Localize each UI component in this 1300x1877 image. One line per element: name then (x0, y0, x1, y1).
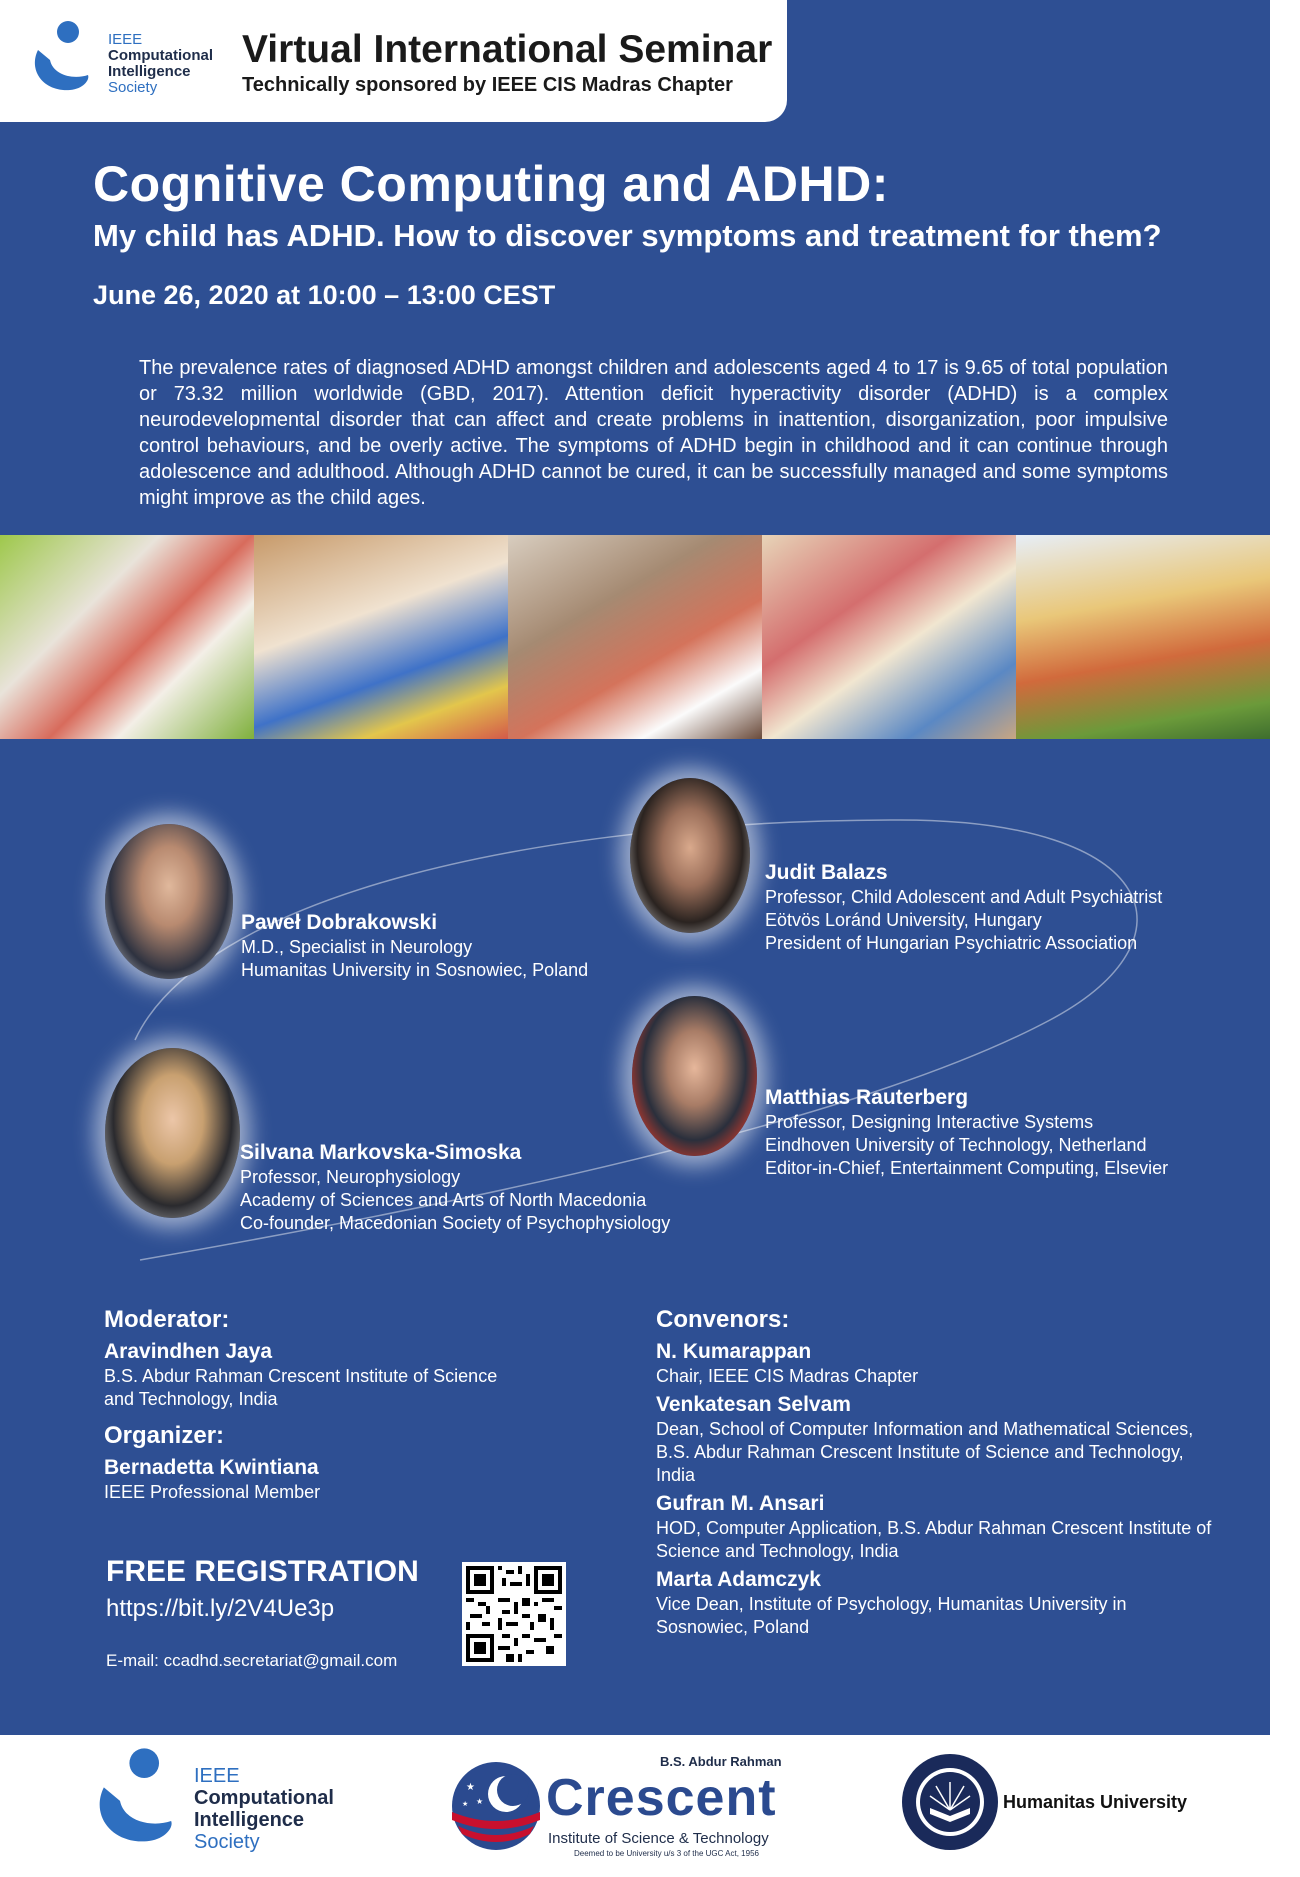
svg-text:★: ★ (476, 1797, 484, 1806)
logo-line-intelligence: Intelligence (194, 1809, 305, 1831)
portrait-judit-balazs (630, 778, 750, 933)
humanitas-name: Humanitas University (1003, 1792, 1188, 1812)
organizer-desc: IEEE Professional Member (104, 1482, 321, 1502)
logo-line-society: Society (194, 1831, 260, 1853)
speaker-detail: Co-founder, Macedonian Society of Psychophysiology (240, 1213, 671, 1233)
convenor-name: N. Kumarappan (656, 1340, 812, 1363)
event-title: Cognitive Computing and ADHD: (93, 156, 889, 212)
moderator-name: Aravindhen Jaya (104, 1340, 273, 1363)
footer-humanitas-logo (900, 1752, 1240, 1852)
speaker-detail: Professor, Neurophysiology (240, 1167, 461, 1187)
logo-line-ieee: IEEE (108, 31, 143, 48)
speaker-detail: Academy of Sciences and Arts of North Macedonia (240, 1190, 647, 1210)
event-intro: The prevalence rates of diagnosed ADHD amongst children and adolescents aged 4 to 17 is 9.65 of total population or 73.32 million worldwide (GBD, 2017). Attention deficit hyperactivity disorder (ADHD) is a complex neurodevelopmental disorder that can affect and create problems in inattention, disorganization, poor impulsive control behaviours, and be overly active. The symptoms of ADHD begin in childhood and it can continue through adolescence and adulthood. Although ADHD cannot be cured, it can be successfully managed and some symptoms might improve as the child ages. (139, 357, 1168, 509)
speaker-detail: Eindhoven University of Technology, Netherland (765, 1135, 1147, 1155)
convenor-name: Marta Adamczyk (656, 1568, 821, 1591)
portrait-matthias-rauterberg (632, 996, 757, 1156)
speaker-detail: Editor-in-Chief, Entertainment Computing, Elsevier (765, 1158, 1169, 1178)
svg-text:★: ★ (462, 1801, 469, 1808)
crescent-wordmark: Crescent (546, 1769, 777, 1827)
logo-line-computational: Computational (108, 47, 213, 64)
header-banner (0, 0, 787, 122)
organizer-name: Bernadetta Kwintiana (104, 1456, 319, 1479)
svg-text:★: ★ (466, 1782, 475, 1793)
photo-children-playing-blocks (254, 535, 508, 739)
humanitas-seal-icon (900, 1752, 1000, 1852)
convenor-desc: Vice Dean, Institute of Psychology, Humanitas University in Sosnowiec, Poland (656, 1594, 1127, 1637)
moderator-heading: Moderator: (104, 1306, 230, 1333)
convenors-block (656, 1305, 1216, 1639)
speaker-name: Paweł Dobrakowski (241, 911, 438, 934)
convenor-desc: HOD, Computer Application, B.S. Abdur Rahman Crescent Institute of Science and Technology, India (656, 1518, 1212, 1561)
logo-line-intelligence: Intelligence (108, 63, 191, 80)
crescent-deemed-text: Deemed to be University u/s 3 of the UGC Act, 1956 (574, 1849, 759, 1858)
photo-children-painting (0, 535, 254, 739)
photo-playground (1016, 535, 1270, 739)
speaker-silvana-markovska-simoska (240, 1140, 670, 1235)
event-datetime: June 26, 2020 at 10:00 – 13:00 CEST (93, 280, 556, 310)
registration-email[interactable]: E-mail: ccadhd.secretariat@gmail.com (106, 1651, 398, 1670)
photo-classroom (762, 535, 1016, 739)
ieee-cis-logo (28, 20, 228, 102)
moderator-organizer-block (104, 1305, 504, 1504)
portrait-pawel-dobrakowski (105, 824, 233, 979)
photo-children-drumming (508, 535, 762, 739)
qr-code-icon (466, 1566, 562, 1662)
speaker-detail: Eötvös Loránd University, Hungary (765, 910, 1042, 930)
footer-ieee-cis-logo (90, 1745, 355, 1855)
photo-strip (0, 535, 1270, 739)
speaker-name: Silvana Markovska-Simoska (240, 1141, 522, 1164)
ieee-cis-mark-icon (90, 1747, 185, 1852)
portrait-silvana-markovska-simoska (105, 1048, 240, 1218)
speaker-name: Judit Balazs (765, 861, 888, 884)
convenors-heading: Convenors: (656, 1306, 790, 1333)
registration-link[interactable]: https://bit.ly/2V4Ue3p (106, 1595, 335, 1622)
organizer-heading: Organizer: (104, 1422, 225, 1449)
logo-line-computational: Computational (194, 1787, 334, 1809)
moderator-desc: B.S. Abdur Rahman Crescent Institute of Science and Technology, India (104, 1366, 498, 1409)
event-subtitle: My child has ADHD. How to discover symptoms and treatment for them? (93, 218, 1162, 253)
registration-block (106, 1555, 419, 1671)
convenor-name: Venkatesan Selvam (656, 1393, 851, 1416)
convenor-desc: Chair, IEEE CIS Madras Chapter (656, 1366, 919, 1386)
logo-line-society: Society (108, 79, 158, 96)
convenor-name: Gufran M. Ansari (656, 1492, 825, 1515)
registration-title: FREE REGISTRATION (106, 1555, 419, 1588)
speaker-detail: Professor, Designing Interactive Systems (765, 1112, 1094, 1132)
convenor-desc: Dean, School of Computer Information and Mathematical Sciences, B.S. Abdur Rahman Crescent Institute of Science and Technology, India (656, 1419, 1194, 1485)
registration-qr-code[interactable] (462, 1562, 566, 1666)
footer-crescent-logo (450, 1750, 800, 1860)
speaker-detail: Professor, Child Adolescent and Adult Psychiatrist (765, 887, 1163, 907)
speaker-detail: Humanitas University in Sosnowiec, Poland (241, 960, 589, 980)
speaker-detail: President of Hungarian Psychiatric Association (765, 933, 1138, 953)
speaker-matthias-rauterberg (765, 1085, 1168, 1180)
seminar-title: Virtual International Seminar (242, 28, 773, 71)
speaker-pawel-dobrakowski (241, 910, 588, 982)
crescent-emblem-icon (450, 1760, 542, 1852)
speaker-judit-balazs (765, 860, 1162, 955)
speaker-name: Matthias Rauterberg (765, 1086, 969, 1109)
ieee-cis-mark-icon (28, 20, 98, 98)
crescent-institute-text: Institute of Science & Technology (548, 1830, 769, 1847)
logo-line-ieee: IEEE (194, 1765, 240, 1787)
speaker-detail: M.D., Specialist in Neurology (241, 937, 473, 957)
seminar-sponsor: Technically sponsored by IEEE CIS Madras Chapter (242, 74, 733, 96)
speakers-section (0, 760, 1270, 1280)
crescent-pre-text: B.S. Abdur Rahman (660, 1754, 782, 1769)
